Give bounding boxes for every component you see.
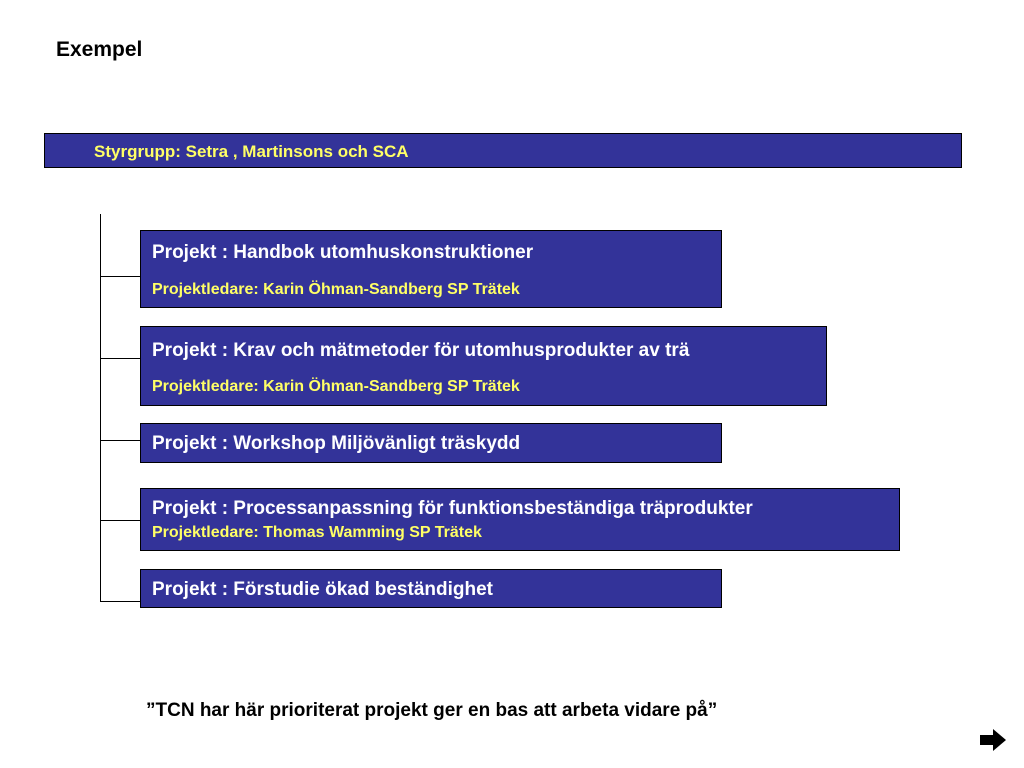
tree-branch-connector [100, 440, 141, 441]
project-title: Projekt : Förstudie ökad beständighet [152, 579, 493, 600]
project-box-prestudy [140, 569, 722, 608]
project-box-workshop [140, 423, 722, 463]
project-leader: Projektledare: Karin Öhman-Sandberg SP Trätek [152, 281, 520, 298]
project-box-process [140, 488, 900, 551]
project-box-requirements [140, 326, 827, 406]
project-leader: Projektledare: Thomas Wamming SP Trätek [152, 524, 482, 541]
quote-text: ”TCN har här prioriterat projekt ger en bas att arbeta vidare på” [146, 700, 718, 721]
right-arrow-icon[interactable] [979, 728, 1007, 752]
project-title: Projekt : Workshop Miljövänligt träskydd [152, 433, 521, 454]
slide-title: Exempel [56, 38, 143, 61]
project-title: Projekt : Handbok utomhuskonstruktioner [152, 242, 534, 263]
tree-branch-connector [100, 520, 141, 521]
tree-branch-connector [100, 601, 141, 602]
project-title: Projekt : Krav och mätmetoder för utomhusprodukter av trä [152, 340, 690, 361]
tree-vertical-connector [100, 214, 101, 602]
project-leader: Projektledare: Karin Öhman-Sandberg SP Trätek [152, 378, 520, 395]
tree-branch-connector [100, 276, 141, 277]
project-box-handbook [140, 230, 722, 308]
tree-branch-connector [100, 358, 141, 359]
steering-group-box [44, 133, 962, 168]
steering-group-label: Styrgrupp: Setra , Martinsons och SCA [94, 142, 409, 161]
project-title: Projekt : Processanpassning för funktionsbeständiga träprodukter [152, 498, 753, 519]
